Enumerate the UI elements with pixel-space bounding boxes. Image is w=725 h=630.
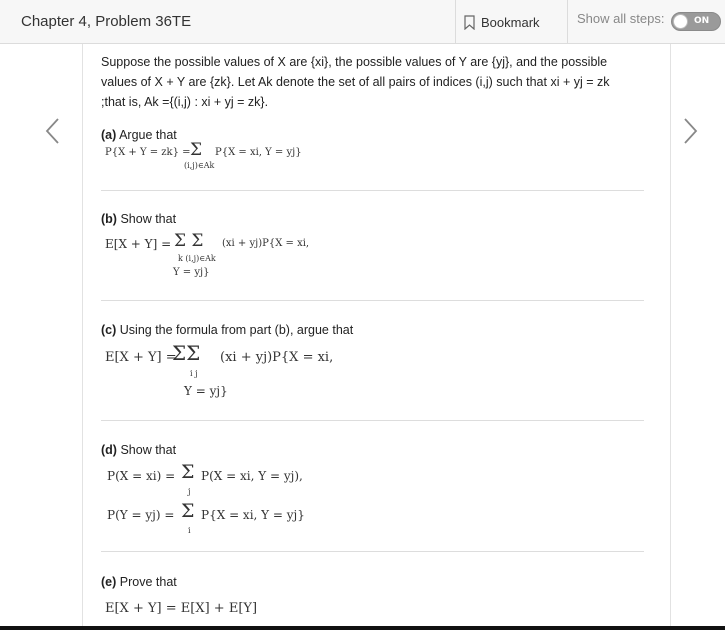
content-border-left bbox=[82, 44, 83, 630]
formula-d2-right: P{X = xi, Y = yj} bbox=[201, 508, 305, 522]
divider bbox=[101, 551, 644, 552]
part-d bbox=[101, 434, 176, 457]
top-bar bbox=[0, 0, 725, 44]
formula-e: E[X + Y] = E[X] + E[Y] bbox=[105, 601, 258, 616]
part-label: (e) bbox=[101, 575, 117, 589]
formula-c-left: E[X + Y] = bbox=[105, 350, 177, 365]
formula-d2-index: i bbox=[188, 526, 191, 535]
problem-content bbox=[101, 50, 646, 112]
show-all-steps-label: Show all steps: bbox=[577, 11, 665, 26]
page-title: Chapter 4, Problem 36TE bbox=[21, 13, 192, 30]
sum-symbols: Σ Σ bbox=[174, 231, 204, 251]
part-label: (b) bbox=[101, 212, 117, 226]
part-text: Show that bbox=[120, 443, 177, 457]
formula-b-continued: Y = yj} bbox=[173, 267, 210, 278]
formula-d1-right: P(X = xi, Y = yj), bbox=[201, 469, 303, 483]
divider bbox=[455, 0, 456, 44]
divider bbox=[101, 300, 644, 301]
toggle-knob bbox=[673, 14, 688, 29]
formula-a-left: P{X + Y = zk} = bbox=[105, 147, 191, 158]
part-text: Show that bbox=[120, 212, 177, 226]
formula-d1-index: j bbox=[188, 487, 191, 496]
part-b bbox=[101, 203, 176, 226]
part-a bbox=[101, 119, 177, 142]
toggle-label: ON bbox=[694, 16, 710, 26]
content-border-right bbox=[670, 44, 671, 630]
divider bbox=[567, 0, 568, 44]
part-text: Argue that bbox=[119, 128, 177, 142]
formula-b-index: k (i,j)∈Ak bbox=[178, 254, 216, 263]
formula-a-right: P{X = xi, Y = yj} bbox=[215, 147, 302, 158]
formula-b-left: E[X + Y] = bbox=[105, 237, 172, 251]
show-all-steps-toggle[interactable] bbox=[671, 12, 721, 31]
formula-d2-left: P(Y = yj) = bbox=[107, 508, 175, 522]
problem-intro-line: Suppose the possible values of X are {xi}, the possible values of Y are {yj}, and the possible bbox=[101, 55, 608, 69]
problem-intro-line: values of X + Y are {zk}. Let Ak denote the set of all pairs of indices (i,j) such that xi + yj = zk bbox=[101, 75, 610, 89]
formula-c-continued: Y = yj} bbox=[184, 384, 228, 398]
formula-d1-left: P(X = xi) = bbox=[107, 469, 176, 483]
previous-button[interactable] bbox=[43, 116, 67, 146]
bookmark-button[interactable] bbox=[464, 12, 540, 32]
sum-symbol: Σ bbox=[181, 500, 195, 522]
part-label: (c) bbox=[101, 323, 117, 337]
formula-a-index: (i,j)∈Ak bbox=[184, 161, 215, 170]
bottom-bar bbox=[0, 626, 725, 630]
part-label: (d) bbox=[101, 443, 117, 457]
problem-intro-line: ;that is, Ak ={(i,j) : xi + yj = zk}. bbox=[101, 95, 269, 109]
sum-symbol: Σ bbox=[190, 140, 203, 160]
part-text: Prove that bbox=[119, 575, 177, 589]
part-label: (a) bbox=[101, 128, 117, 142]
sum-symbols: ΣΣ bbox=[172, 341, 201, 365]
divider bbox=[101, 420, 644, 421]
bookmark-label: Bookmark bbox=[481, 14, 540, 30]
chevron-left-icon bbox=[43, 116, 63, 146]
chevron-right-icon bbox=[680, 116, 700, 146]
formula-b-right: (xi + yj)P{X = xi, bbox=[222, 238, 310, 249]
part-e bbox=[101, 566, 177, 589]
formula-c-right: (xi + yj)P{X = xi, bbox=[220, 350, 334, 365]
bookmark-icon bbox=[464, 15, 475, 30]
next-button[interactable] bbox=[680, 116, 704, 146]
sum-symbol: Σ bbox=[181, 461, 195, 483]
part-text: Using the formula from part (b), argue that bbox=[119, 323, 354, 337]
part-c bbox=[101, 314, 353, 337]
formula-c-index: i j bbox=[190, 369, 198, 378]
problem-statement bbox=[101, 50, 646, 112]
divider bbox=[101, 190, 644, 191]
